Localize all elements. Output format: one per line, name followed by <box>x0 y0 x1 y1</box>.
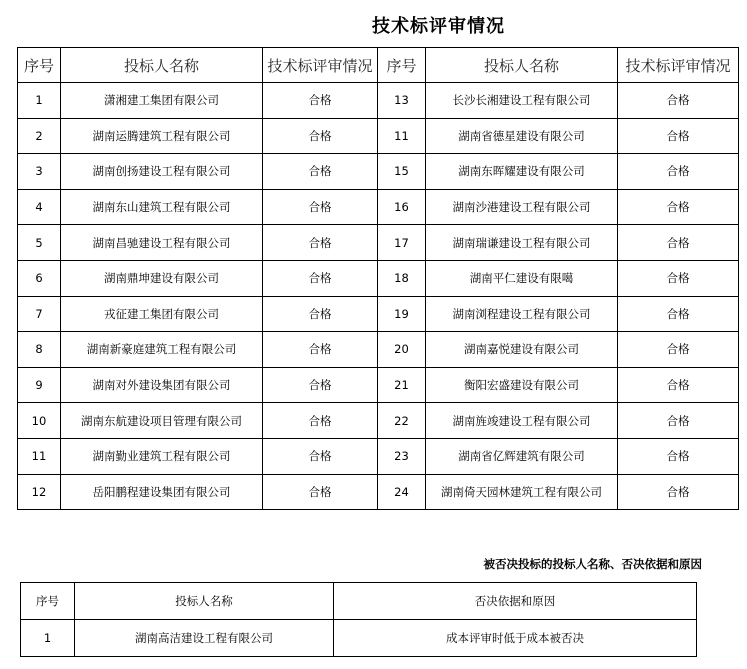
row-no-right: 22 <box>378 403 426 439</box>
row-no-left: 8 <box>18 332 61 368</box>
row-result-left: 合格 <box>263 154 378 190</box>
table-header-row <box>18 48 739 83</box>
header-no-right: 序号 <box>378 48 426 83</box>
row-result-left: 合格 <box>263 225 378 261</box>
row-bidder-name-left: 湖南鼎坤建设有限公司 <box>61 260 263 296</box>
row-bidder-name-right: 湖南瑞谦建设工程有限公司 <box>426 225 618 261</box>
rejection-table <box>20 582 697 657</box>
rejection-row-no: 1 <box>21 620 75 657</box>
row-no-right: 23 <box>378 438 426 474</box>
row-no-left: 6 <box>18 260 61 296</box>
rejection-header-row <box>21 583 697 620</box>
row-no-right: 19 <box>378 296 426 332</box>
row-result-right: 合格 <box>618 438 739 474</box>
row-bidder-name-right: 衡阳宏盛建设有限公司 <box>426 367 618 403</box>
rejection-header-bidder-name: 投标人名称 <box>75 583 334 620</box>
row-no-right: 11 <box>378 118 426 154</box>
rejection-section-title: 被否决投标的投标人名称、否决依据和原因 <box>483 557 702 571</box>
rejection-row-reason: 成本评审时低于成本被否决 <box>334 620 697 657</box>
row-no-right: 24 <box>378 474 426 510</box>
row-no-right: 15 <box>378 154 426 190</box>
row-bidder-name-right: 湖南平仁建设有限噶 <box>426 260 618 296</box>
table-row <box>18 332 739 368</box>
row-result-left: 合格 <box>263 403 378 439</box>
rejection-header-reason: 否决依据和原因 <box>334 583 697 620</box>
row-result-left: 合格 <box>263 474 378 510</box>
row-no-left: 11 <box>18 438 61 474</box>
row-no-right: 13 <box>378 83 426 119</box>
row-no-left: 9 <box>18 367 61 403</box>
row-bidder-name-right: 湖南浏程建设工程有限公司 <box>426 296 618 332</box>
row-result-right: 合格 <box>618 225 739 261</box>
row-bidder-name-left: 湖南新豪庭建筑工程有限公司 <box>61 332 263 368</box>
header-result-left: 技术标评审情况 <box>263 48 378 83</box>
row-no-left: 10 <box>18 403 61 439</box>
row-bidder-name-right: 湖南嘉悦建设有限公司 <box>426 332 618 368</box>
row-result-right: 合格 <box>618 118 739 154</box>
row-no-left: 12 <box>18 474 61 510</box>
row-result-left: 合格 <box>263 332 378 368</box>
row-result-right: 合格 <box>618 403 739 439</box>
row-bidder-name-right: 湖南沙港建设工程有限公司 <box>426 189 618 225</box>
table-row <box>18 438 739 474</box>
evaluation-table <box>17 47 739 510</box>
row-result-left: 合格 <box>263 438 378 474</box>
table-row <box>18 83 739 119</box>
row-no-left: 4 <box>18 189 61 225</box>
row-bidder-name-left: 湖南运腾建筑工程有限公司 <box>61 118 263 154</box>
table-row <box>18 154 739 190</box>
row-bidder-name-left: 潇湘建工集团有限公司 <box>61 83 263 119</box>
table-row <box>18 189 739 225</box>
row-bidder-name-left: 湖南东山建筑工程有限公司 <box>61 189 263 225</box>
row-bidder-name-left: 戎征建工集团有限公司 <box>61 296 263 332</box>
row-bidder-name-left: 岳阳鹏程建设集团有限公司 <box>61 474 263 510</box>
row-result-right: 合格 <box>618 474 739 510</box>
header-bidder-name-left: 投标人名称 <box>61 48 263 83</box>
row-result-left: 合格 <box>263 118 378 154</box>
header-bidder-name-right: 投标人名称 <box>426 48 618 83</box>
row-result-left: 合格 <box>263 83 378 119</box>
row-no-right: 16 <box>378 189 426 225</box>
row-no-right: 17 <box>378 225 426 261</box>
row-bidder-name-left: 湖南勤业建筑工程有限公司 <box>61 438 263 474</box>
row-bidder-name-right: 湖南省亿辉建筑有限公司 <box>426 438 618 474</box>
row-result-right: 合格 <box>618 367 739 403</box>
row-bidder-name-left: 湖南创扬建设工程有限公司 <box>61 154 263 190</box>
table-row <box>18 260 739 296</box>
row-bidder-name-left: 湖南对外建设集团有限公司 <box>61 367 263 403</box>
row-no-right: 21 <box>378 367 426 403</box>
row-result-left: 合格 <box>263 367 378 403</box>
row-result-right: 合格 <box>618 296 739 332</box>
rejection-row <box>21 620 697 657</box>
table-row <box>18 225 739 261</box>
rejection-row-bidder-name: 湖南高洁建设工程有限公司 <box>75 620 334 657</box>
row-no-left: 3 <box>18 154 61 190</box>
row-result-right: 合格 <box>618 154 739 190</box>
rejection-header-no: 序号 <box>21 583 75 620</box>
row-bidder-name-right: 湖南省德星建设有限公司 <box>426 118 618 154</box>
row-bidder-name-right: 长沙长湘建设工程有限公司 <box>426 83 618 119</box>
row-result-right: 合格 <box>618 332 739 368</box>
table-row <box>18 403 739 439</box>
row-result-right: 合格 <box>618 189 739 225</box>
page-title: 技术标评审情况 <box>372 16 505 37</box>
row-no-left: 2 <box>18 118 61 154</box>
row-bidder-name-right: 湖南旌竣建设工程有限公司 <box>426 403 618 439</box>
table-row <box>18 367 739 403</box>
row-bidder-name-right: 湖南东晖耀建设有限公司 <box>426 154 618 190</box>
row-bidder-name-left: 湖南昌驰建设工程有限公司 <box>61 225 263 261</box>
row-no-right: 18 <box>378 260 426 296</box>
row-no-left: 7 <box>18 296 61 332</box>
row-result-left: 合格 <box>263 260 378 296</box>
table-row <box>18 474 739 510</box>
row-no-right: 20 <box>378 332 426 368</box>
row-no-left: 1 <box>18 83 61 119</box>
row-result-right: 合格 <box>618 83 739 119</box>
table-row <box>18 296 739 332</box>
row-result-left: 合格 <box>263 296 378 332</box>
table-row <box>18 118 739 154</box>
header-no-left: 序号 <box>18 48 61 83</box>
header-result-right: 技术标评审情况 <box>618 48 739 83</box>
row-result-left: 合格 <box>263 189 378 225</box>
row-no-left: 5 <box>18 225 61 261</box>
row-bidder-name-left: 湖南东航建设项目管理有限公司 <box>61 403 263 439</box>
row-result-right: 合格 <box>618 260 739 296</box>
row-bidder-name-right: 湖南倚天园林建筑工程有限公司 <box>426 474 618 510</box>
